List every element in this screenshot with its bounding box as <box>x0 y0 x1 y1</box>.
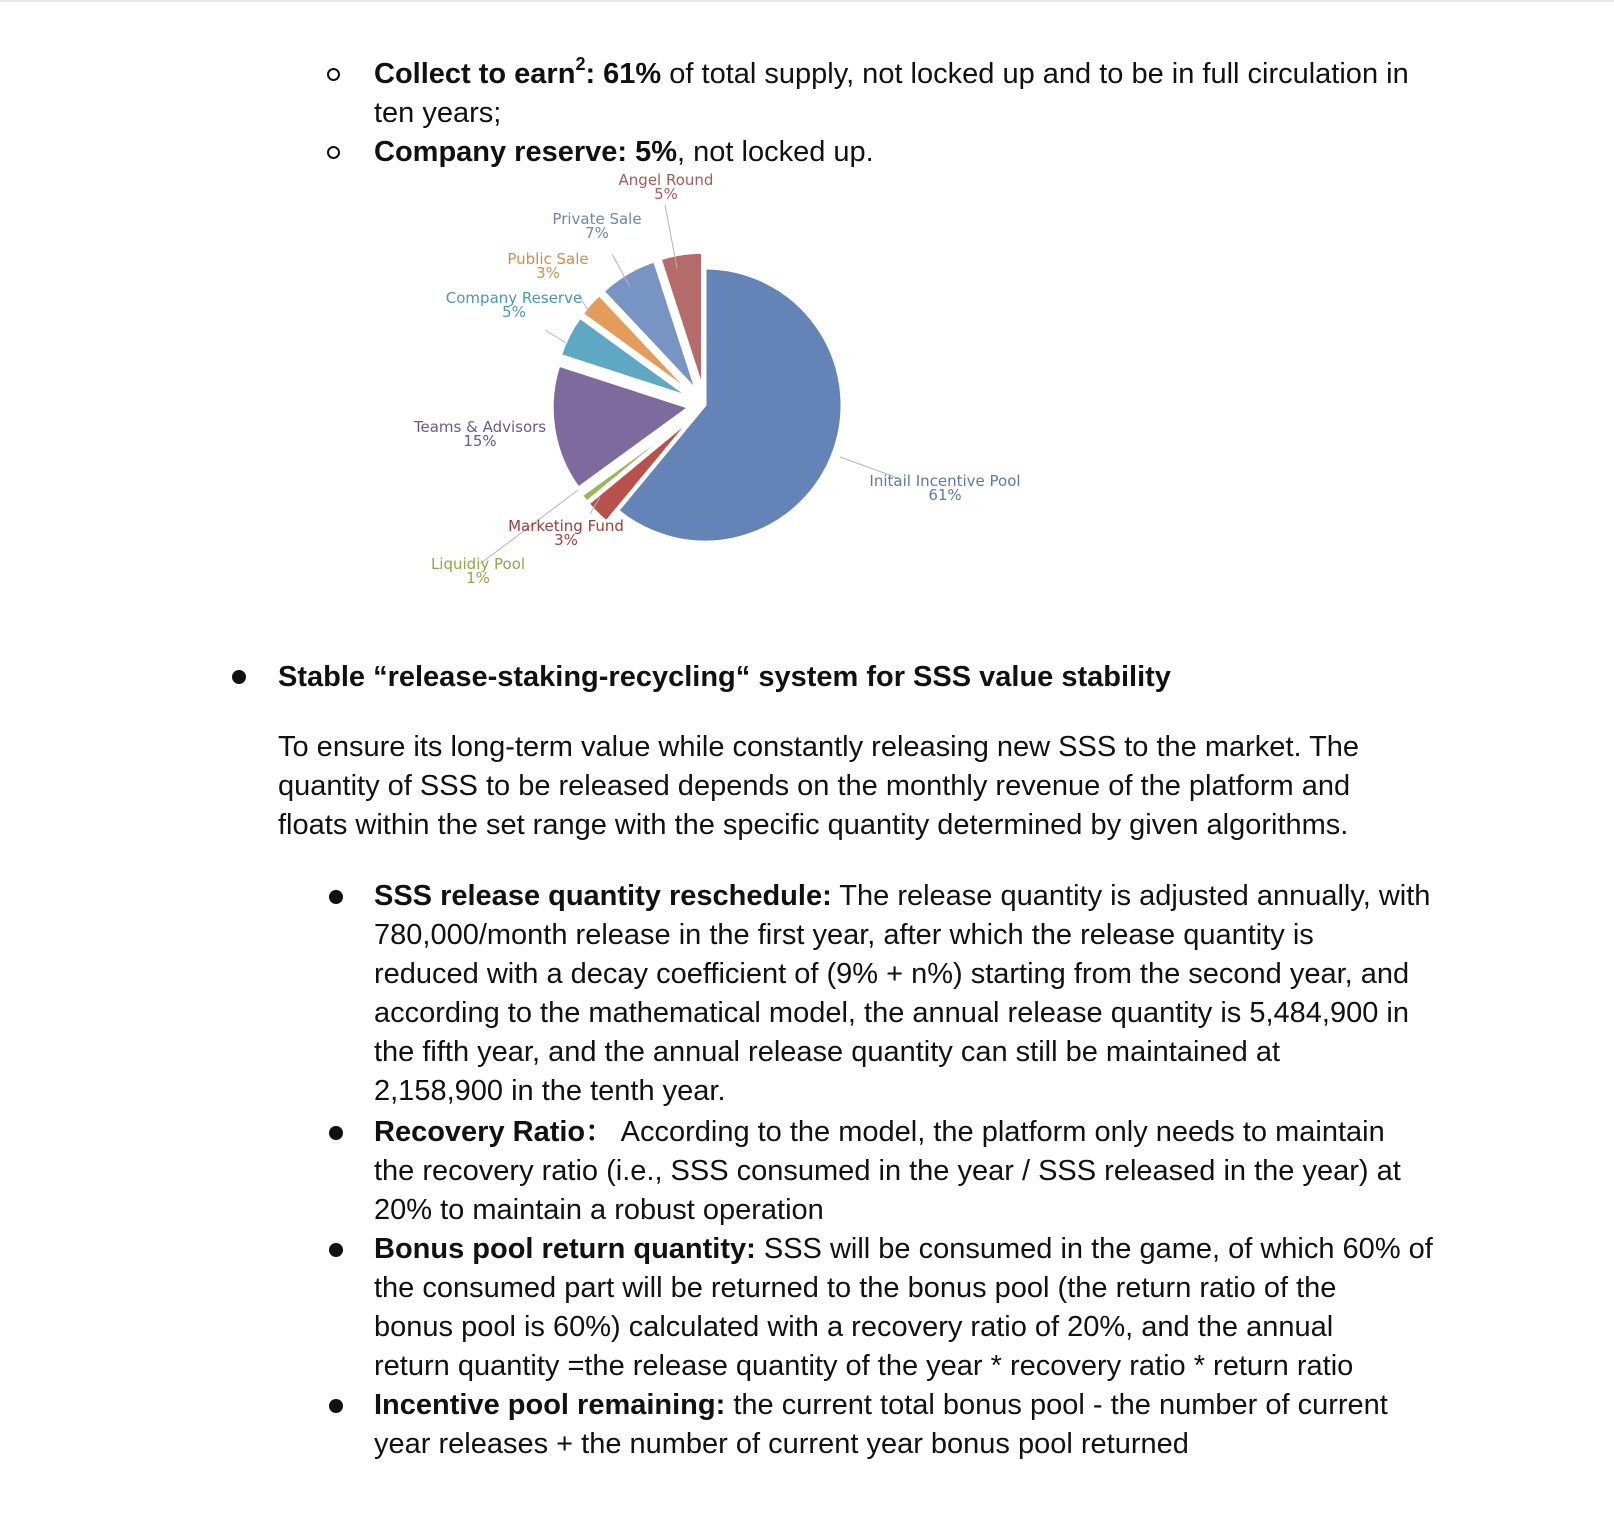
intro-paragraph-line-2: quantity of SSS to be released depends on the monthly revenue of the platform and <box>278 770 1351 802</box>
company-reserve-line: Company reserve: 5%, not locked up. <box>374 136 874 168</box>
release-reschedule-line-5: the fifth year, and the annual release quantity can still be maintained at <box>374 1036 1281 1068</box>
collect-to-earn-line-1: Collect to earn$^2$: 61% of total supply, not locked up and to be in full circulation in <box>374 54 1409 90</box>
pie-label-percent: 3% <box>554 531 578 549</box>
list-bullet-dot <box>329 890 343 904</box>
main-bullet-dot <box>232 670 246 684</box>
section-heading: Stable “release-staking-recycling“ system for SSS value stability <box>278 661 1171 693</box>
pie-label-percent: 15% <box>463 432 497 450</box>
pie-label-name: Private Sale <box>552 210 642 228</box>
release-reschedule-line-2: 780,000/month release in the first year, after which the release quantity is <box>374 919 1314 951</box>
intro-paragraph-line-3: floats within the set range with the specific quantity determined by given algorithms. <box>278 809 1349 841</box>
intro-paragraph-line-1: To ensure its long-term value while constantly releasing new SSS to the market. The <box>278 731 1360 763</box>
pie-label-name: Marketing Fund <box>508 517 624 535</box>
release-reschedule-line-1: SSS release quantity reschedule: The release quantity is adjusted annually, with <box>374 880 1431 912</box>
pie-label-name: Teams & Advisors <box>413 418 547 436</box>
list-bullet-dot <box>329 1243 343 1257</box>
pie-label-percent: 61% <box>928 486 962 504</box>
bonus-pool-return-line-4: return quantity =the release quantity of the year * recovery ratio * return ratio <box>374 1350 1354 1382</box>
pie-label-name: Company Reserve <box>445 289 583 307</box>
list-bullet-dot <box>329 1126 343 1140</box>
pie-label-name: Angel Round <box>618 171 714 189</box>
pie-label-percent: 3% <box>536 264 560 282</box>
pie-leader-line <box>545 330 566 343</box>
incentive-pool-remaining-line-2: year releases + the number of current year bonus pool returned <box>374 1428 1189 1460</box>
pie-label-percent: 1% <box>466 569 490 587</box>
collect-to-earn-label: Collect to earn$^2$: 61% <box>374 54 662 90</box>
pie-label-percent: 7% <box>585 224 609 242</box>
recovery-ratio-line-3: 20% to maintain a robust operation <box>374 1194 824 1226</box>
release-reschedule-line-6: 2,158,900 in the tenth year. <box>374 1075 726 1107</box>
pie-label-percent: 5% <box>502 303 526 321</box>
company-reserve-label: Company reserve: 5% <box>374 136 678 168</box>
bonus-pool-return-line-2: the consumed part will be returned to the bonus pool (the return ratio of the <box>374 1272 1337 1304</box>
release-reschedule-line-4: according to the mathematical model, the annual release quantity is 5,484,900 in <box>374 997 1409 1029</box>
bonus-pool-return-line-1: Bonus pool return quantity: SSS will be consumed in the game, of which 60% of <box>374 1233 1433 1265</box>
pie-label-name: Liquidiy Pool <box>430 555 526 573</box>
pie-label-name: Public Sale <box>507 250 589 268</box>
release-reschedule-line-3: reduced with a decay coefficient of (9% + n%) starting from the second year, and <box>374 958 1410 990</box>
recovery-ratio-line-1: Recovery Ratio： According to the model, the platform only needs to maintain <box>374 1116 1385 1148</box>
collect-to-earn-line-2: ten years; <box>374 97 502 129</box>
recovery-ratio-line-2: the recovery ratio (i.e., SSS consumed in the year / SSS released in the year) at <box>374 1155 1401 1187</box>
pie-label-name: Initail Incentive Pool <box>869 472 1021 490</box>
pie-label-percent: 5% <box>654 185 678 203</box>
incentive-pool-remaining-line-1: Incentive pool remaining: the current total bonus pool - the number of current <box>374 1389 1388 1421</box>
bonus-pool-return-line-3: bonus pool is 60%) calculated with a recovery ratio of 20%, and the annual <box>374 1311 1334 1343</box>
list-bullet-dot <box>329 1399 343 1413</box>
token-allocation-pie-chart <box>0 0 1614 620</box>
